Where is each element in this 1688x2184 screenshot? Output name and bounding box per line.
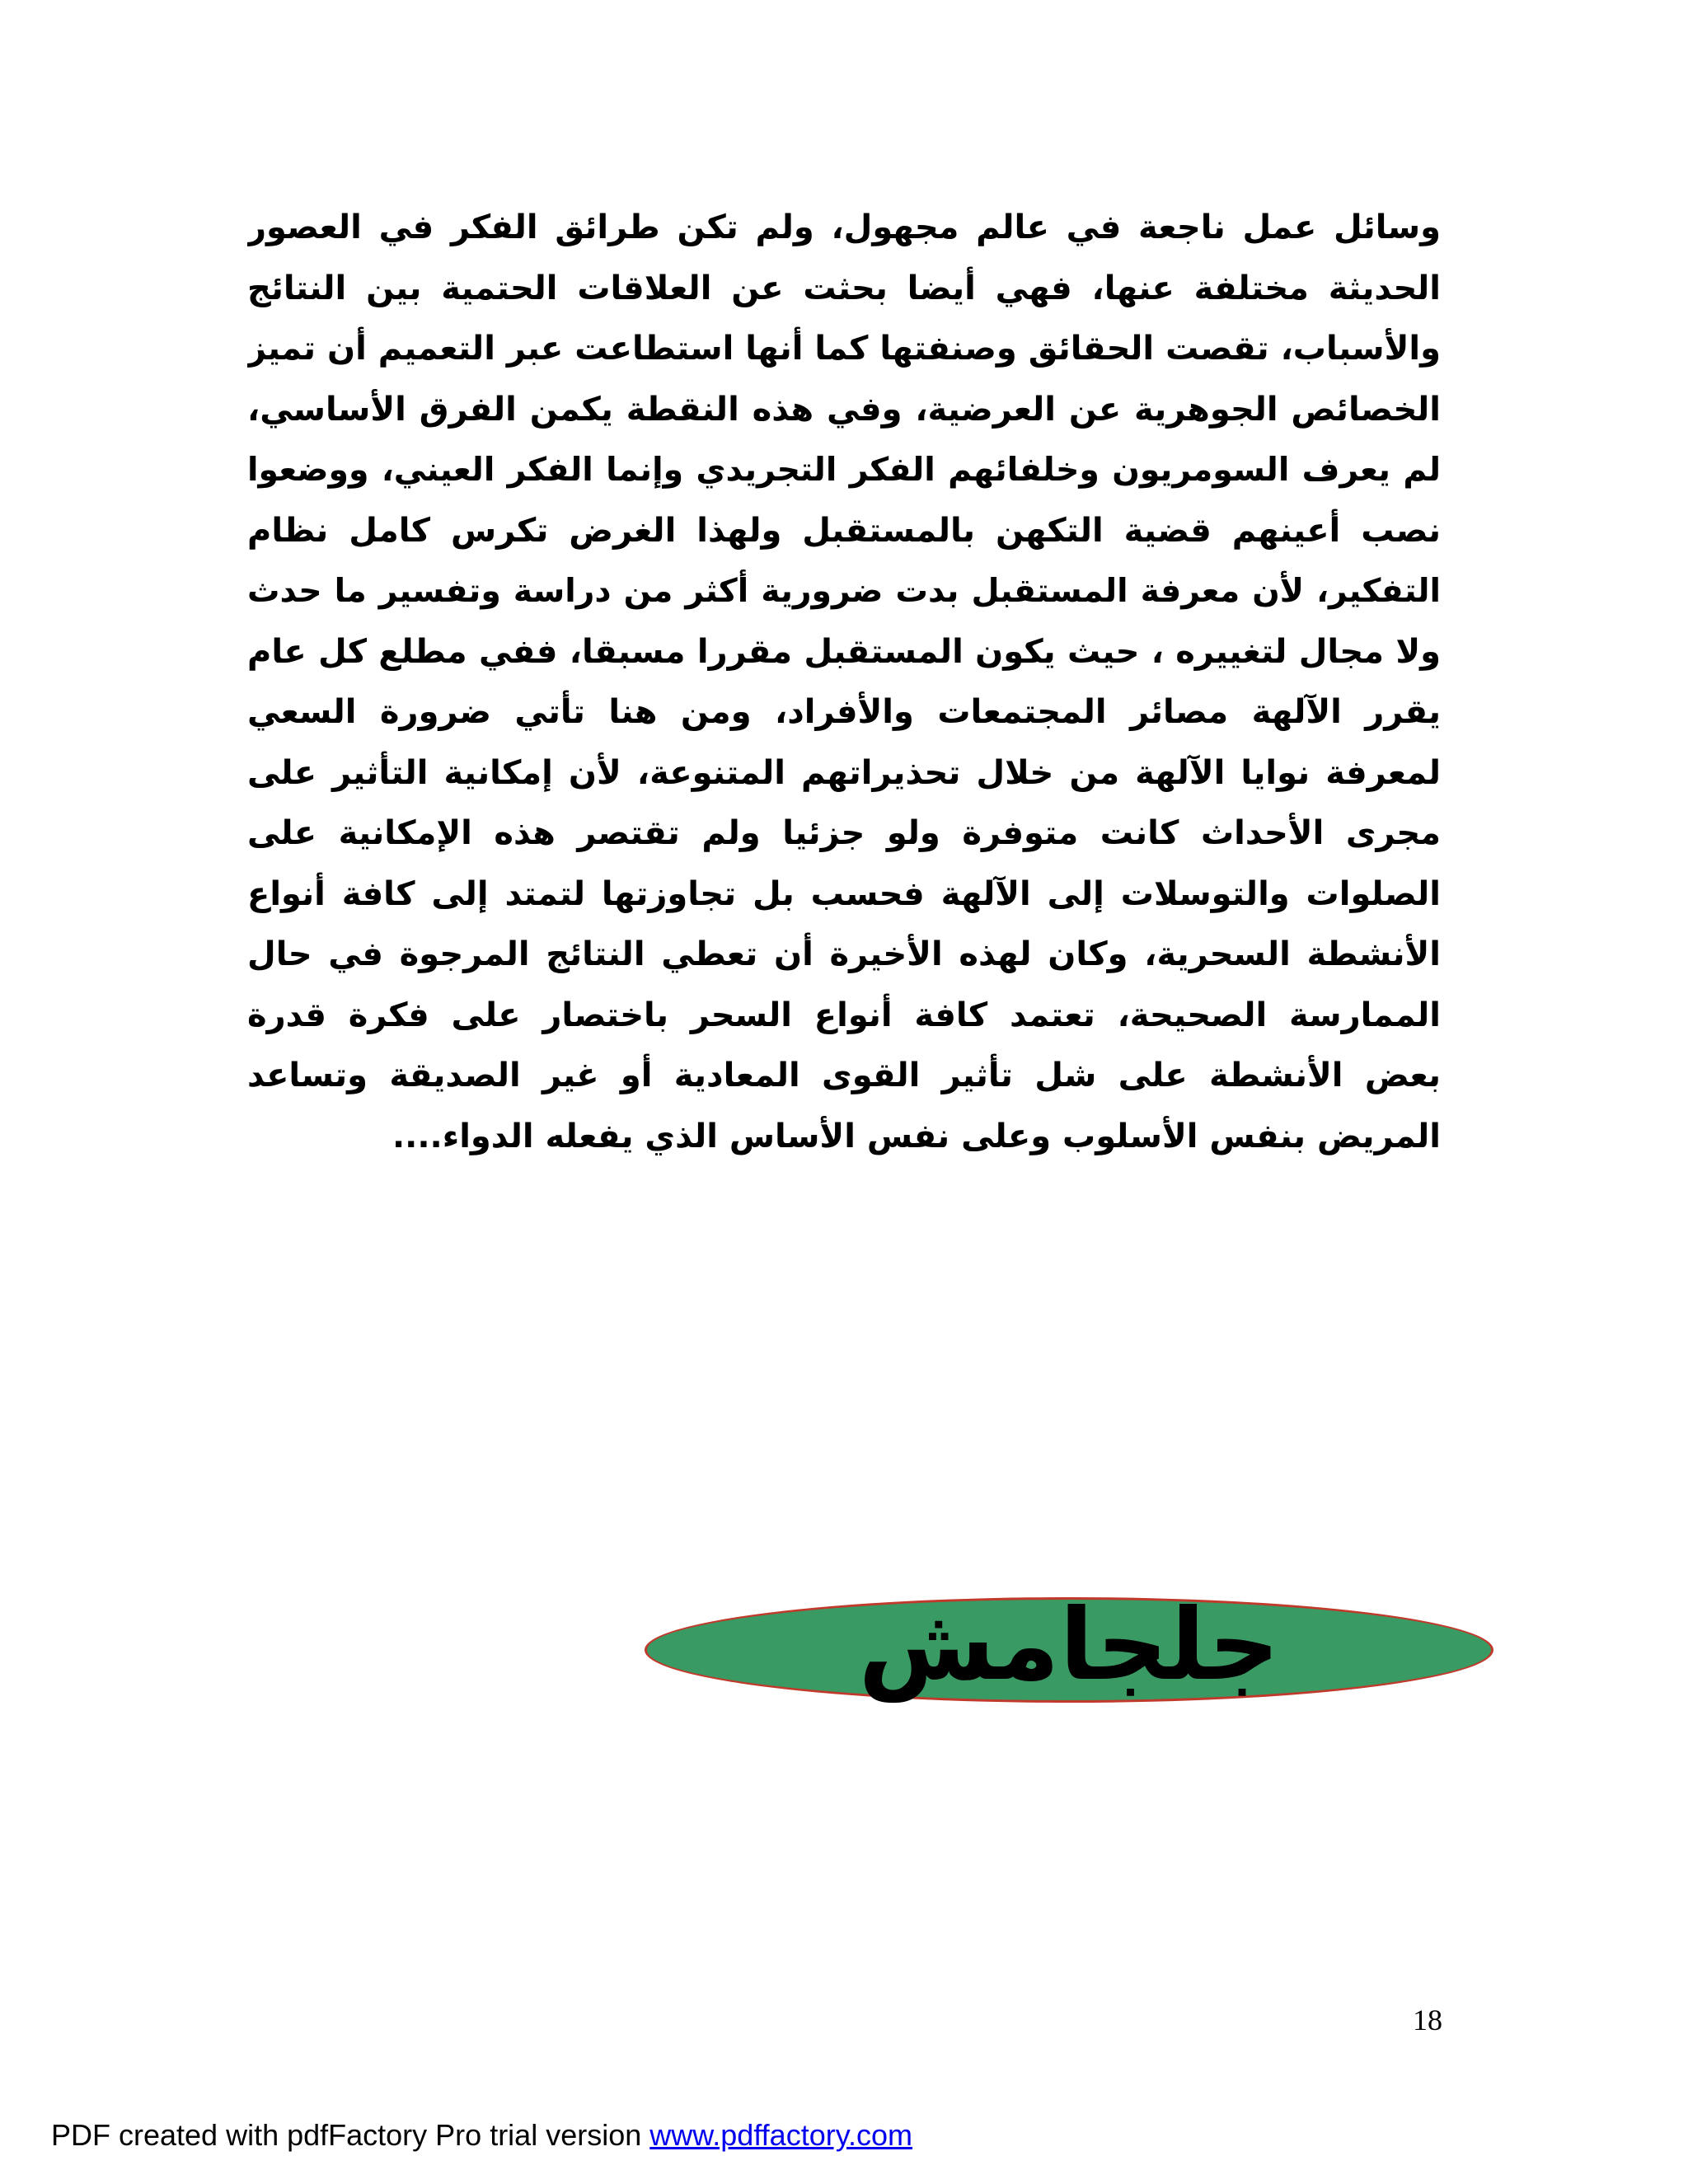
footer-link[interactable]: www.pdffactory.com (649, 2118, 913, 2152)
body-line: الصلوات والتوسلات إلى الآلهة فحسب بل تجاوزتها لتمتد إلى كافة أنواع (247, 874, 1441, 913)
body-line: الخصائص الجوهرية عن العرضية، وفي هذه النقطة يكمن الفرق الأساسي، (247, 390, 1441, 429)
body-line: لمعرفة نوايا الآلهة من خلال تحذيراتهم المتنوعة، لأن إمكانية التأثير على (247, 753, 1441, 792)
pdf-footer (51, 2118, 912, 2153)
body-line: يقرر الآلهة مصائر المجتمعات والأفراد، ومن هنا تأتي ضرورة السعي (247, 693, 1441, 731)
body-line: والأسباب، تقصت الحقائق وصنفتها كما أنها استطاعت عبر التعميم أن تميز (247, 330, 1441, 368)
body-line: بعض الأنشطة على شل تأثير القوى المعادية أو غير الصديقة وتساعد (247, 1057, 1441, 1094)
page-number: 18 (1413, 2004, 1442, 2036)
body-line: نصب أعينهم قضية التكهن بالمستقبل ولهذا الغرض تكرس كامل نظام (247, 511, 1441, 550)
body-line: الأنشطة السحرية، وكان لهذه الأخيرة أن تعطي النتائج المرجوة في حال (247, 935, 1441, 973)
title-oval (645, 1588, 1493, 1703)
body-line: مجرى الأحداث كانت متوفرة ولو جزئيا ولم تقتصر هذه الإمكانية على (247, 814, 1441, 852)
body-line: الحديثة مختلفة عنها، فهي أيضا بحثت عن العلاقات الحتمية بين النتائج (247, 269, 1441, 307)
body-line: الممارسة الصحيحة، تعتمد كافة أنواع السحر باختصار على فكرة قدرة (247, 996, 1441, 1034)
body-line: لم يعرف السومريون وخلفائهم الفكر التجريدي وإنما الفكر العيني، ووضعوا (247, 451, 1441, 489)
section-title: جلجامش (858, 1588, 1280, 1703)
body-paragraph (247, 198, 1441, 1167)
body-line: التفكير، لأن معرفة المستقبل بدت ضرورية أكثر من دراسة وتفسير ما حدث (247, 573, 1441, 610)
body-line: وسائل عمل ناجعة في عالم مجهول، ولم تكن طرائق الفكر في العصور (247, 209, 1441, 246)
body-line: ولا مجال لتغييره ، حيث يكون المستقبل مقررا مسبقا، ففي مطلع كل عام (247, 632, 1441, 671)
footer-text: PDF created with pdfFactory Pro trial version (51, 2118, 650, 2152)
body-line: المريض بنفس الأسلوب وعلى نفس الأساس الذي يفعله الدواء.... (392, 1117, 1441, 1155)
